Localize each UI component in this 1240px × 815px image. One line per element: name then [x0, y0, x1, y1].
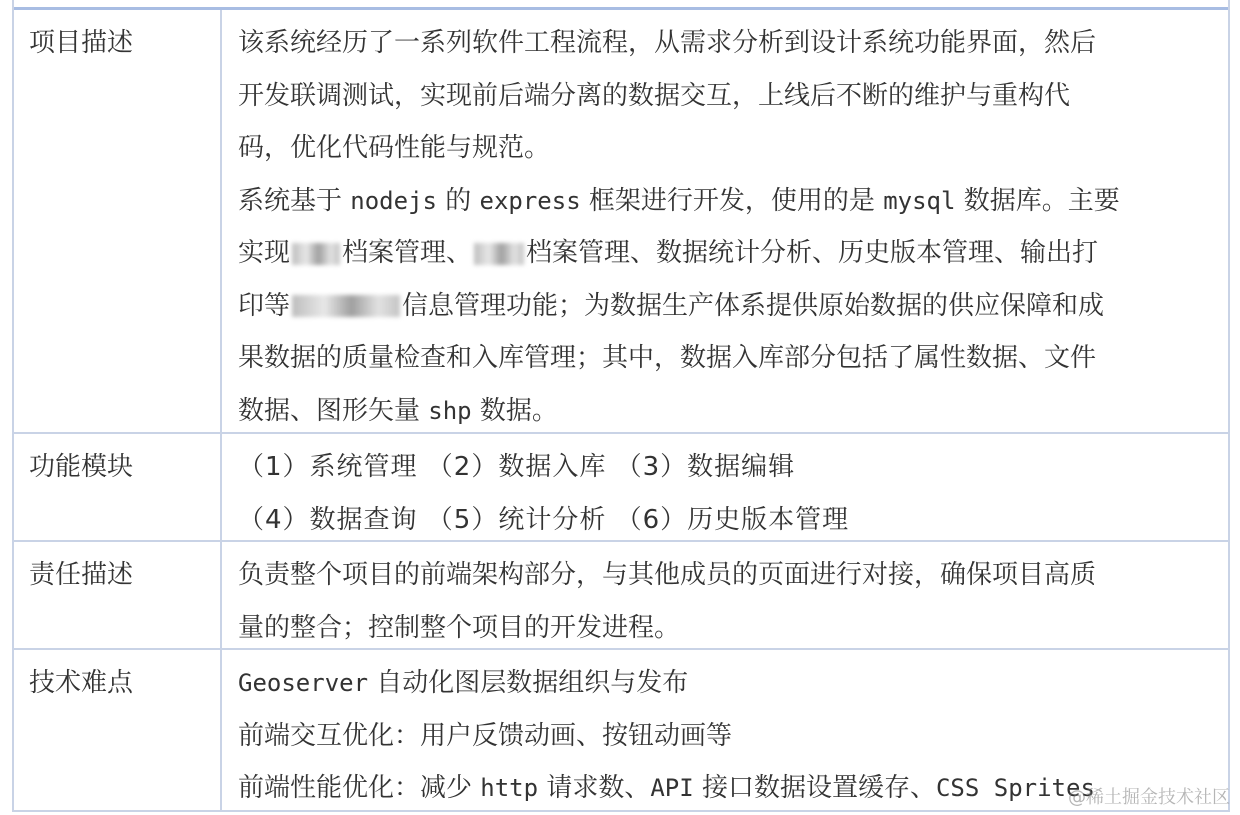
code-nodejs: nodejs: [350, 186, 437, 215]
row-project-description: [14, 10, 1228, 434]
row-technical-difficulties: [14, 650, 1228, 812]
text-fragment: 请求数、: [538, 773, 651, 803]
text-fragment: 档案管理、数据统计分析、历史版本管理、输出打: [526, 238, 1099, 268]
code-express: express: [479, 186, 581, 215]
text-fragment: 信息管理功能；为数据生产体系提供原始数据的供应保障和成: [402, 290, 1105, 321]
text-line: 量的整合；控制整个项目的开发进程。: [238, 612, 681, 643]
text-line: 负责整个项目的前端架构部分，与其他成员的页面进行对接，确保项目高质: [238, 560, 1097, 590]
content-cell: [222, 434, 1228, 540]
code-css-sprites: CSS Sprites: [935, 774, 1095, 802]
description-paragraph-1: [238, 17, 1214, 175]
text-line: [238, 175, 1214, 228]
watermark: @稀土掘金技术社区: [1068, 787, 1230, 808]
text-fragment: 框架进行开发，使用的是: [580, 185, 884, 216]
text-line: [238, 227, 1214, 280]
text-line: 开发联调测试，实现前后端分离的数据交互，上线后不断的维护与重构代: [238, 80, 1071, 111]
text-fragment: 档案管理、: [342, 238, 473, 268]
row-function-modules: [14, 434, 1228, 542]
content-cell: [222, 10, 1228, 432]
code-shp: shp: [428, 396, 472, 425]
project-table: [12, 0, 1230, 812]
text-fragment: 数据库。主要: [955, 185, 1120, 216]
label-project-description: 项目描述: [29, 28, 134, 58]
redacted-text: [292, 243, 340, 265]
text-fragment: 数据、图形矢量: [238, 395, 429, 426]
text-line: 码，优化代码性能与规范。: [238, 133, 551, 163]
label-cell: [14, 10, 222, 432]
text-fragment: 系统基于: [238, 185, 351, 216]
modules-list: [238, 441, 1214, 546]
code-mysql: mysql: [883, 186, 956, 215]
label-cell: [14, 650, 222, 812]
text-line: 前端交互优化：用户反馈动画、按钮动画等: [238, 720, 733, 751]
redacted-text: [292, 295, 400, 317]
text-fragment: 前端性能优化：减少: [238, 773, 481, 803]
text-line: [238, 657, 1214, 710]
text-line: （1）系统管理 （2）数据入库 （3）数据编辑: [238, 452, 796, 482]
text-fragment: 数据。: [471, 395, 558, 426]
row-responsibility: [14, 542, 1228, 650]
text-line: （4）数据查询 （5）统计分析 （6）历史版本管理: [238, 504, 850, 535]
description-paragraph-2: [238, 175, 1214, 438]
text-fragment: 自动化图层数据组织与发布: [368, 668, 689, 698]
label-responsibility: 责任描述: [29, 560, 134, 590]
label-technical-difficulties: 技术难点: [29, 668, 134, 698]
text-fragment: 的: [436, 185, 480, 216]
label-cell: [14, 542, 222, 648]
text-line: 果数据的质量检查和入库管理；其中，数据入库部分包括了属性数据、文件: [238, 343, 1097, 373]
code-geoserver: Geoserver: [238, 669, 369, 697]
code-http: http: [480, 774, 539, 802]
text-line: [238, 280, 1214, 333]
text-fragment: 实现: [238, 238, 291, 268]
label-cell: [14, 434, 222, 540]
redacted-text: [474, 243, 524, 265]
label-function-modules: 功能模块: [29, 452, 134, 482]
text-line: 该系统经历了一系列软件工程流程，从需求分析到设计系统功能界面，然后: [238, 28, 1097, 58]
text-fragment: 接口数据设置缓存、: [693, 773, 936, 803]
text-line: [238, 385, 1214, 438]
text-fragment: 印等: [238, 290, 291, 321]
responsibility-text: [238, 549, 1214, 654]
content-cell: [222, 542, 1228, 648]
code-api: API: [650, 774, 694, 802]
